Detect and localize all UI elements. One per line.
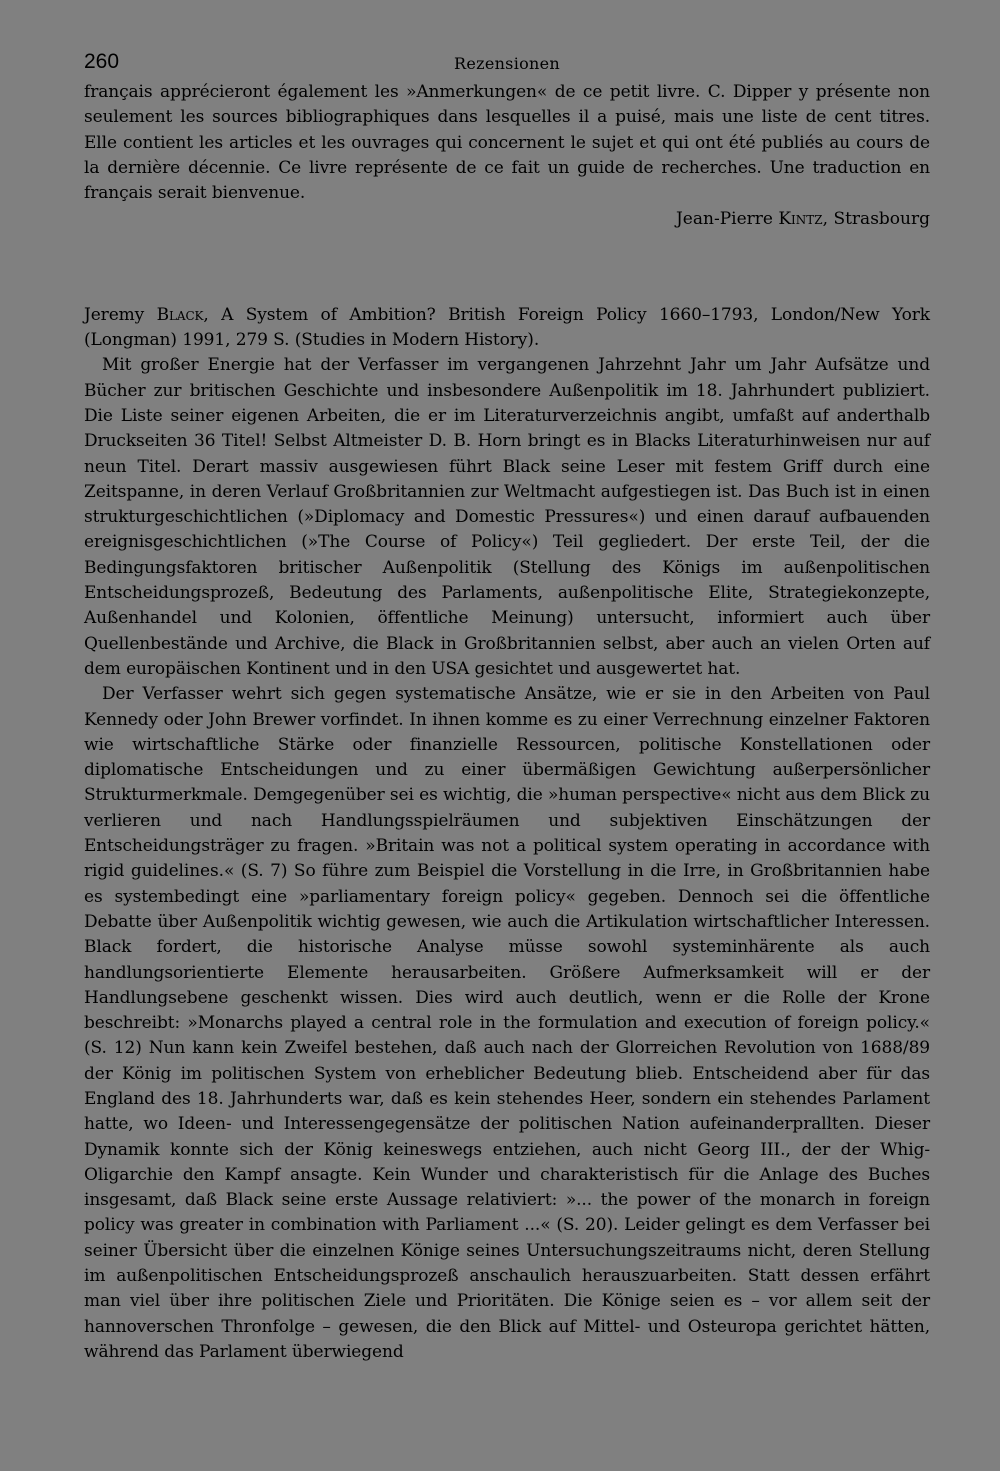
review-separator [84,233,930,303]
running-header [84,50,930,80]
reviewer-last-name: Kintz [778,209,823,230]
reviewer-first-name: Jean-Pierre [675,209,779,230]
page-number: 260 [84,50,120,73]
review2-citation [84,303,930,354]
book-author-first: Jeremy [84,304,157,325]
review1-signature [84,207,930,232]
review2-paragraph-1: Mit großer Energie hat der Verfasser im vergangenen Jahrzehnt Jahr um Jahr Aufsätze und Bücher zur britischen Geschichte und insbesondere Außenpolitik im 18. Jahrhundert publiziert. Die Liste seiner eigenen Arbeiten, die er im Literaturverzeichnis angibt, umfaßt auf anderthalb Druckseiten 36 Titel! Selbst Altmeister D. B. Horn bringt es in Blacks Literaturhinweisen nur auf neun Titel. Derart massiv ausgewiesen führt Black seine Leser mit festem Griff durch eine Zeitspanne, in deren Verlauf Großbritannien zur Weltmacht aufgestiegen ist. Das Buch ist in einen strukturgeschichtlichen (»Diplomacy and Domestic Pressures«) und einen darauf aufbauenden ereignisgeschichtlichen (»The Course of Policy«) Teil gegliedert. Der erste Teil, der die Bedingungsfaktoren britischer Außenpolitik (Stellung des Königs im außenpolitischen Entscheidungsprozeß, Bedeutung des Parlaments, außenpolitische Elite, Strategiekonzepte, Außenhandel und Kolonien, öffentliche Meinung) untersucht, informiert auch über Quellenbestände und Archive, die Black in Großbritannien selbst, aber auch an vielen Orten auf dem europäischen Kontinent und in den USA gesichtet und ausgewertet hat. [84,355,930,679]
book-author-last: Black [156,304,204,325]
book-citation: , A System of Ambition? British Foreign Policy 1660–1793, London/New York (Longman) 1991, 279 S. (Studies in Modern History). [84,304,930,351]
review2-paragraph-2: Der Verfasser wehrt sich gegen systematische Ansätze, wie er sie in den Arbeiten von Paul Kennedy oder John Brewer vorfindet. In ihnen komme es zu einer Verrechnung einzelner Faktoren wie wirtschaftliche Stärke oder finanzielle Ressourcen, politische Konstellationen oder diplomatische Entscheidungen und zu einer übermäßigen Gewichtung außerpersönlicher Strukturmerkmale. Demgegenüber sei es wichtig, die »human perspective« nicht aus dem Blick zu verlieren und nach Handlungsspielräumen und subjektiven Einschätzungen der Entscheidungsträger zu fragen. »Britain was not a political system operating in accordance with rigid guidelines.« (S. 7) So führe zum Beispiel die Vorstellung in die Irre, in Großbritannien habe es systembedingt eine »parliamentary foreign policy« gegeben. Dennoch sei die öffentliche Debatte über Außenpolitik wichtig gewesen, wie auch die Artikulation wirtschaftlicher Interessen. Black fordert, die historische Analyse müsse sowohl systeminhärente als auch handlungsorientierte Elemente herausarbeiten. Größere Aufmerksamkeit will er der Handlungsebene geschenkt wissen. Dies wird auch deutlich, wenn er die Rolle der Krone beschreibt: »Monarchs played a central role in the formulation and execution of foreign policy.« (S. 12) Nun kann kein Zweifel bestehen, daß auch nach der Glorreichen Revolution von 1688/89 der König im politischen System von erheblicher Bedeutung blieb. Entscheidend aber für das England des 18. Jahrhunderts war, daß es kein stehendes Heer, sondern ein stehendes Parlament hatte, wo Ideen- und Interessengegensätze der politischen Nation aufeinanderprallten. Dieser Dynamik konnte sich der König keineswegs entziehen, auch nicht Georg III., der der Whig-Oligarchie den Kampf ansagte. Kein Wunder und charakteristisch für die Anlage des Buches insgesamt, daß Black seine erste Aussage relativiert: »... the power of the monarch in foreign policy was greater in combination with Parliament ...« (S. 20). Leider gelingt es dem Verfasser bei seiner Übersicht über die einzelnen Könige seines Untersuchungszeitraums nicht, deren Stellung im außenpolitischen Entscheidungsprozeß anschaulich herauszuarbeiten. Statt dessen erfährt man viel über ihre politischen Ziele und Prioritäten. Die Könige seien es – vor allem seit der hannoverschen Thronfolge – gewesen, die den Blick auf Mittel- und Osteuropa gerichtet hätten, während das Parlament überwiegend [84,684,930,1362]
review1-closing-paragraph: français apprécieront également les »Anmerkungen« de ce petit livre. C. Dipper y présente non seulement les sources bibliographiques dans lesquelles il a puisé, mais une liste de cent titres. Elle contient les articles et les ouvrages qui concernent le sujet et qui ont été publiés au cours de la dernière décennie. Ce livre représente de ce fait un guide de recherches. Une traduction en français serait bienvenue. [84,82,930,204]
reviewer-place: , Strasbourg [822,209,930,230]
document-page [84,50,930,1365]
section-title: Rezensionen [453,54,561,73]
